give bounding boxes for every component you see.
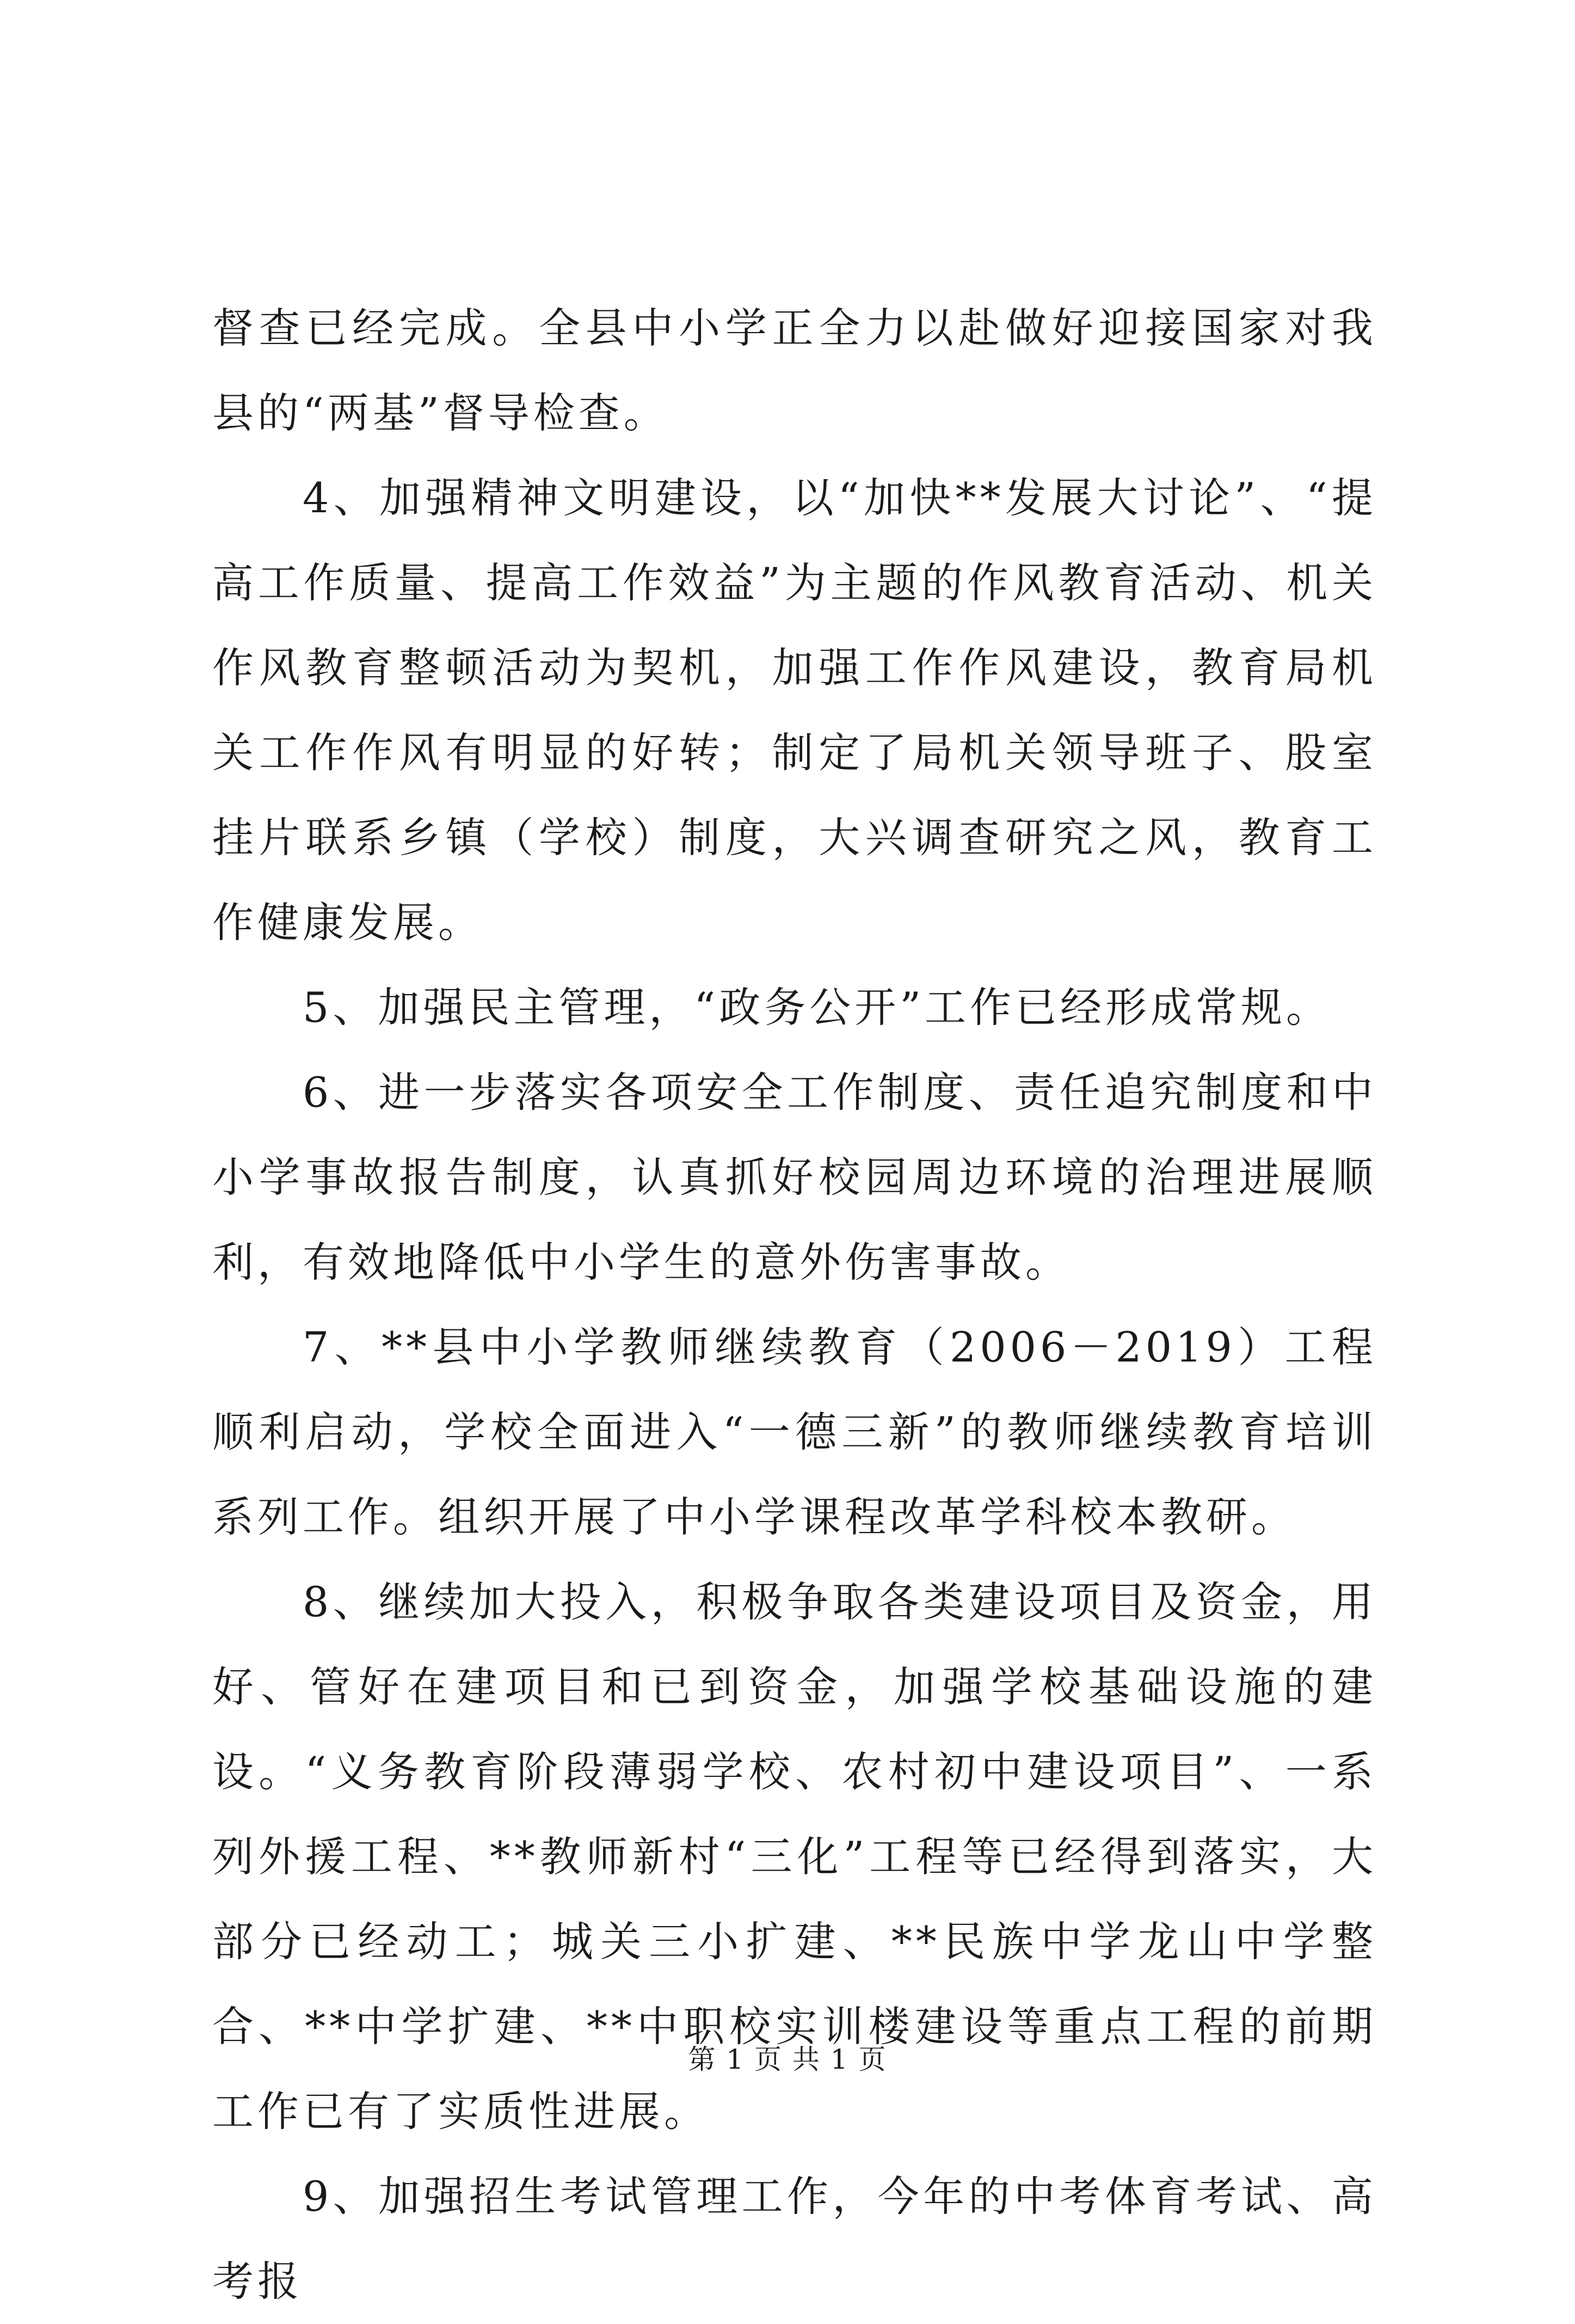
- paragraph-continuation: 督查已经完成。全县中小学正全力以赴做好迎接国家对我县的“两基”督导检查。: [212, 304, 1377, 437]
- paragraph-item-8: 8、继续加大投入，积极争取各类建设项目及资金，用好、管好在建项目和已到资金，加强学校基础设施的建设。“义务教育阶段薄弱学校、农村初中建设项目”、一系列外援工程、**教师新村“三化”工程等已经得到落实，大部分已经动工；城关三小扩建、**民族中学龙山中学整合、**中学扩建、**中职校实训楼建设等重点工程的前期工作已有了实质性进展。: [212, 1578, 1377, 2136]
- paragraph-item-6: 6、进一步落实各项安全工作制度、责任追究制度和中小学事故报告制度，认真抓好校园周边环境的治理进展顺利，有效地降低中小学生的意外伤害事故。: [212, 1068, 1377, 1286]
- paragraph-item-7: 7、**县中小学教师继续教育（2006－2019）工程顺利启动，学校全面进入“一德三新”的教师继续教育培训系列工作。组织开展了中小学课程改革学科校本教研。: [212, 1323, 1377, 1541]
- paragraph-item-4: 4、加强精神文明建设，以“加快**发展大讨论”、“提高工作质量、提高工作效益”为主题的作风教育活动、机关作风教育整顿活动为契机，加强工作作风建设，教育局机关工作作风有明显的好转；制定了局机关领导班子、股室挂片联系乡镇（学校）制度，大兴调查研究之风，教育工作健康发展。: [212, 474, 1377, 947]
- paragraph-item-9: 9、加强招生考试管理工作，今年的中考体育考试、高考报: [212, 2172, 1377, 2305]
- document-body: [212, 286, 1377, 2324]
- page-footer: 第 1 页 共 1 页: [688, 2044, 887, 2075]
- paragraph-item-5: 5、加强民主管理，“政务公开”工作已经形成常规。: [303, 983, 1332, 1032]
